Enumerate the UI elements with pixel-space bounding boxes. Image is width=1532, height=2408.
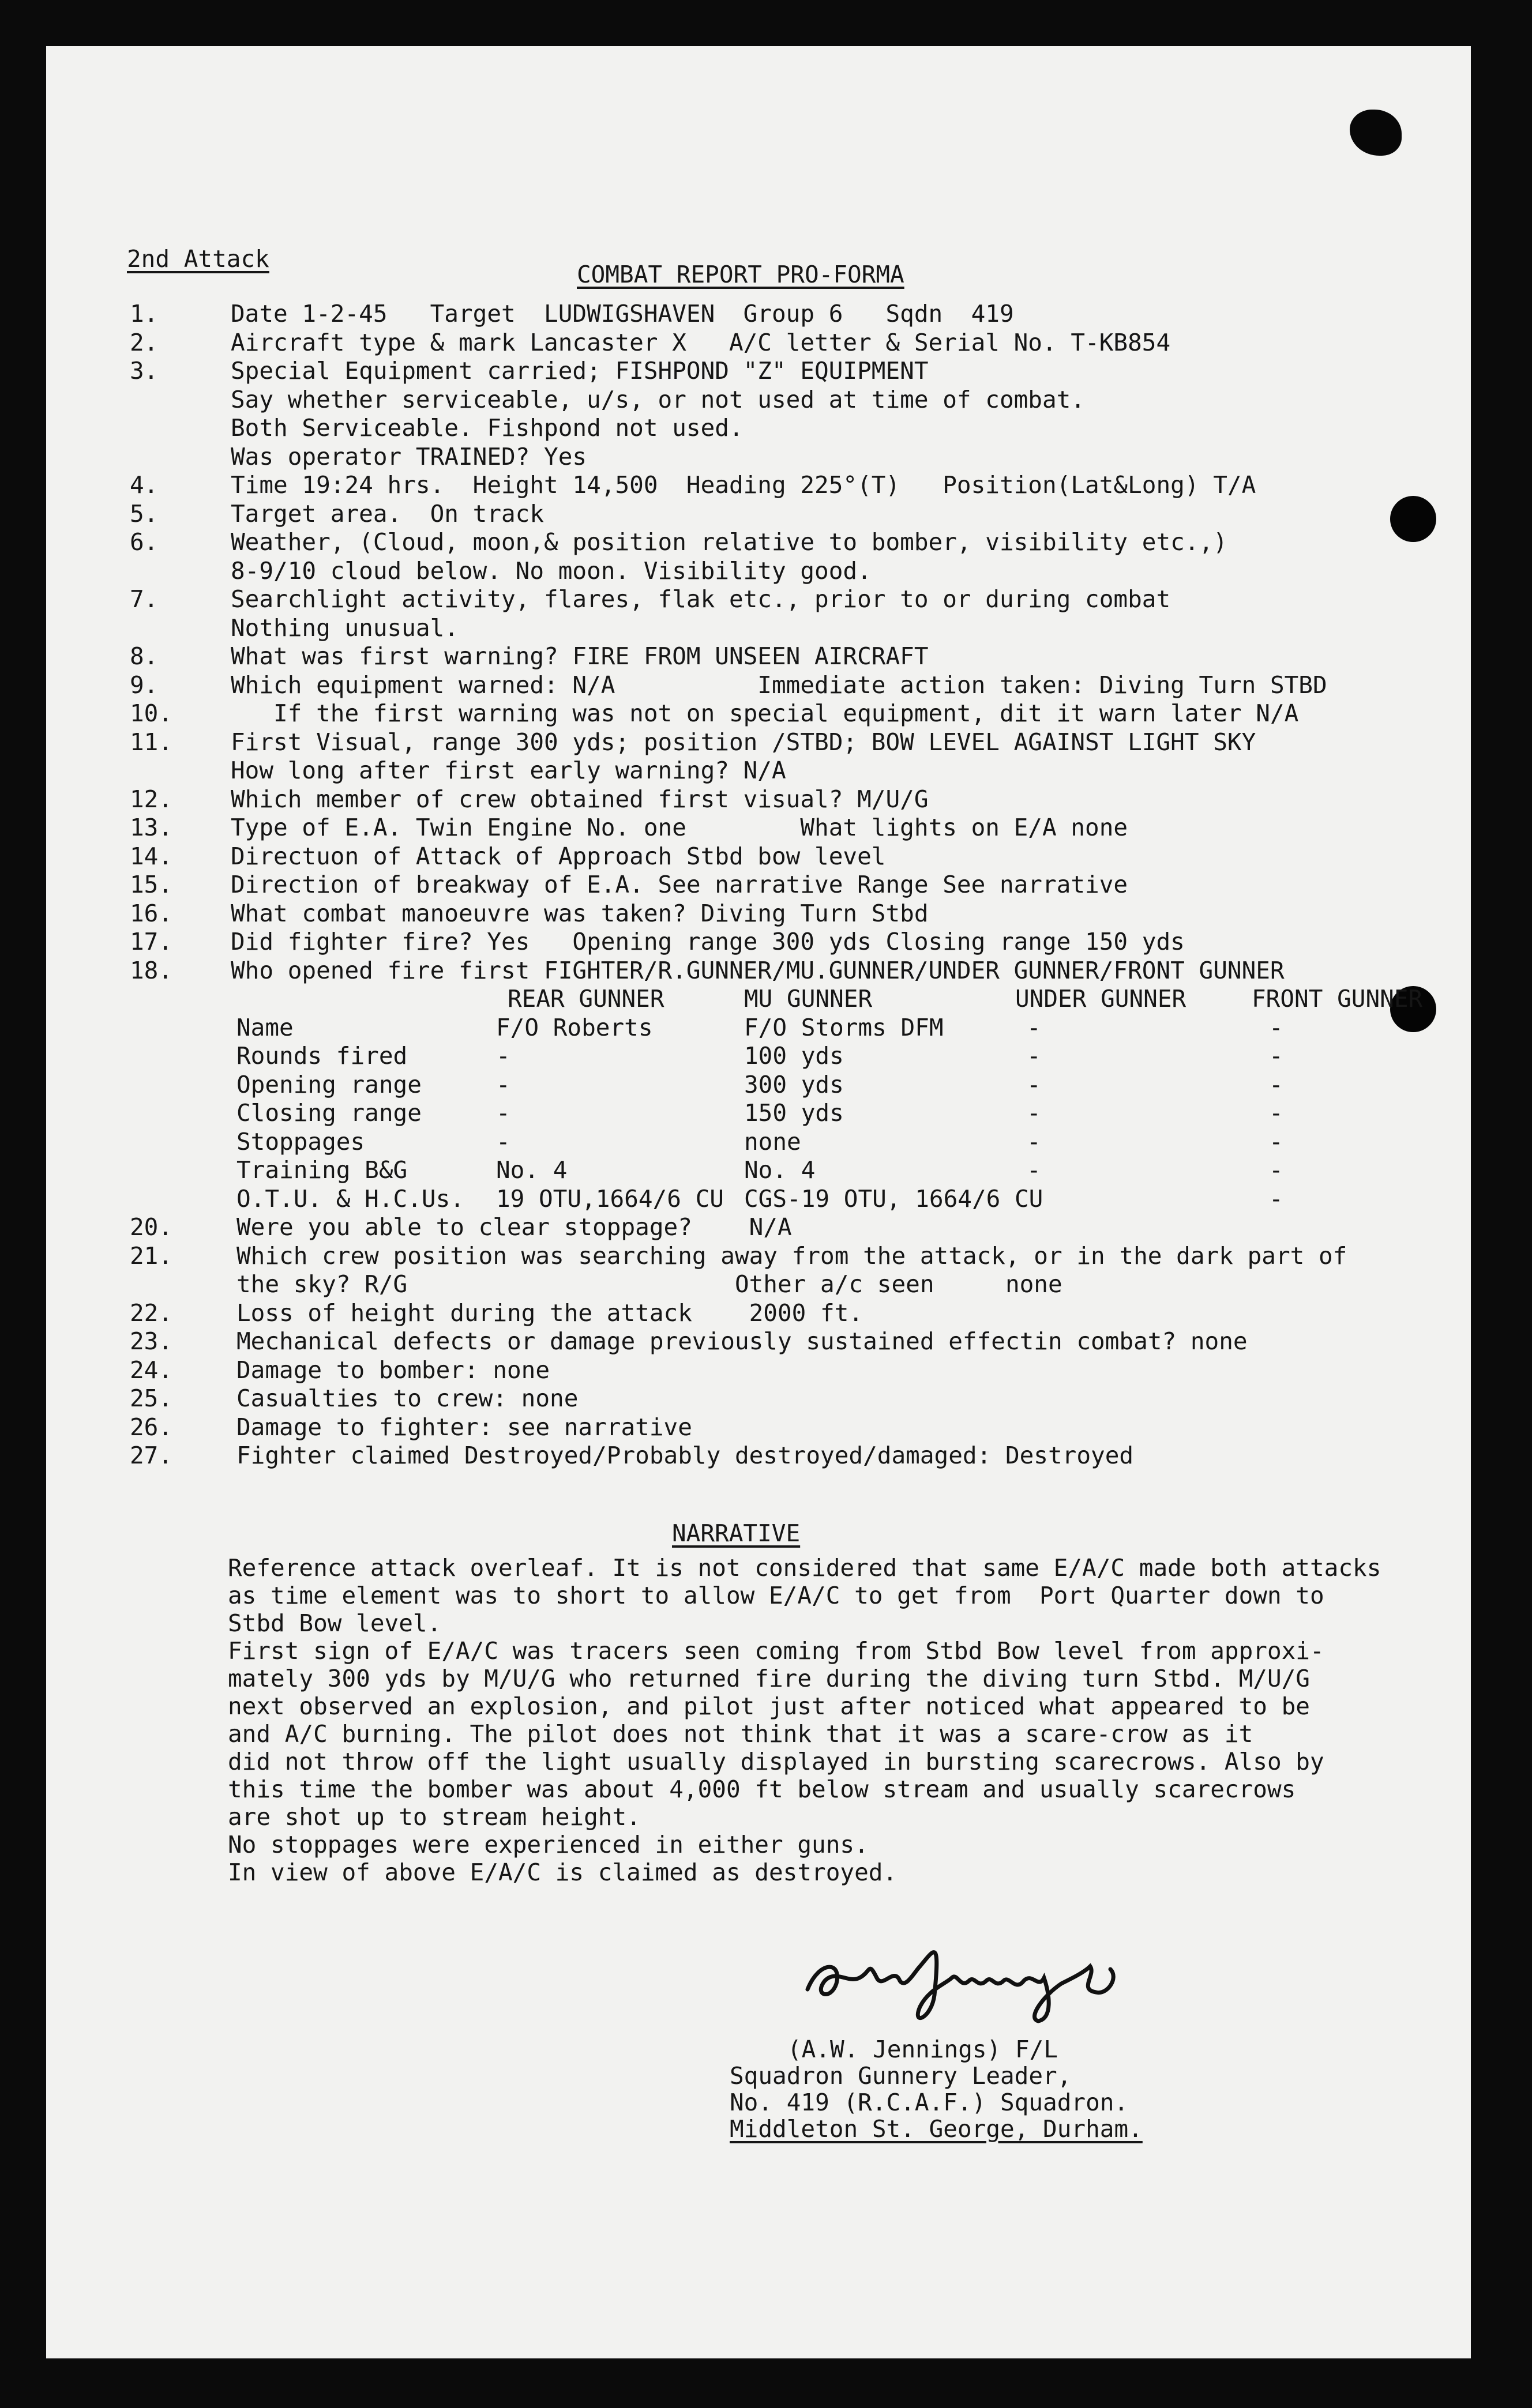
signatory-role: Squadron Gunnery Leader, — [730, 2062, 1072, 2090]
item-line: Were you able to clear stoppage? N/A — [236, 1213, 792, 1241]
narrative-line: this time the bomber was about 4,000 ft below stream and usually scarecrows — [228, 1775, 1296, 1803]
item-line: Date 1-2-45 Target LUDWIGSHAVEN Group 6 Sqdn 419 — [231, 300, 1014, 328]
item-line: the sky? R/G Other a/c seen none — [236, 1270, 1062, 1298]
narrative-line: and A/C burning. The pilot does not think that it was a scare-crow as it — [228, 1720, 1253, 1748]
gunner-row-label: O.T.U. & H.C.Us. — [236, 1184, 464, 1213]
gunner-cell: 19 OTU,1664/6 CU — [496, 1184, 724, 1213]
item-line: Which crew position was searching away from the attack, or in the dark part of — [236, 1241, 1347, 1270]
gunner-cell: - — [496, 1099, 510, 1127]
narrative-line: In view of above E/A/C is claimed as destroyed. — [228, 1858, 898, 1886]
gunner-cell: none — [744, 1127, 801, 1156]
item-number: 2. — [130, 328, 159, 356]
narrative-line: as time element was to short to allow E/A/C to get from Port Quarter down to — [228, 1582, 1324, 1609]
attack-label: 2nd Attack — [127, 245, 269, 273]
gunner-cell: - — [1269, 1013, 1283, 1041]
item-number: 16. — [130, 899, 173, 927]
item-line: Direction of breakway of E.A. See narrative Range See narrative — [231, 871, 1128, 898]
gunner-cell: - — [1269, 1099, 1283, 1127]
item-line: Which equipment warned: N/A Immediate action taken: Diving Turn STBD — [231, 671, 1327, 699]
document-page — [46, 46, 1471, 2358]
item-line: Damage to fighter: see narrative — [236, 1413, 692, 1441]
item-line: Aircraft type & mark Lancaster X A/C letter & Serial No. T-KB854 — [231, 328, 1171, 356]
gunner-row-label: Name — [236, 1013, 294, 1041]
gunner-cell: - — [1027, 1099, 1041, 1127]
item-line: Fighter claimed Destroyed/Probably destroyed/damaged: Destroyed — [236, 1442, 1134, 1469]
gunner-column-header: REAR GUNNER — [508, 985, 664, 1013]
item-line: Casualties to crew: none — [236, 1384, 579, 1412]
narrative-line: First sign of E/A/C was tracers seen coming from Stbd Bow level from approxi- — [228, 1637, 1324, 1665]
item-line: Which member of crew obtained first visual? M/U/G — [231, 785, 929, 813]
item-line: Directuon of Attack of Approach Stbd bow level — [231, 842, 886, 870]
narrative-line: did not throw off the light usually displayed in bursting scarecrows. Also by — [228, 1748, 1324, 1775]
narrative-line: No stoppages were experienced in either guns. — [228, 1831, 869, 1858]
item-number: 3. — [130, 357, 159, 385]
item-line: If the first warning was not on special equipment, dit it warn later N/A — [231, 699, 1299, 727]
item-number: 25. — [130, 1384, 173, 1412]
item-number: 27. — [130, 1442, 173, 1469]
item-number: 6. — [130, 528, 159, 556]
punch-hole — [1390, 496, 1436, 542]
gunner-cell: F/O Storms DFM — [744, 1013, 944, 1041]
signatory-name: (A.W. Jennings) F/L — [787, 2035, 1058, 2063]
gunner-row-label: Training B&G — [236, 1156, 408, 1184]
item-number: 21. — [130, 1241, 173, 1270]
gunner-cell: 100 yds — [744, 1042, 844, 1070]
gunner-column-header: FRONT GUNNER — [1252, 985, 1423, 1013]
item-line: Nothing unusual. — [231, 614, 459, 642]
item-number: 10. — [130, 699, 173, 727]
gunner-cell: 150 yds — [744, 1099, 844, 1127]
item-number: 11. — [130, 728, 173, 756]
item-number: 7. — [130, 585, 159, 613]
gunner-row-label: Stoppages — [236, 1127, 365, 1156]
narrative-heading: NARRATIVE — [672, 1519, 801, 1547]
gunner-cell: - — [496, 1042, 510, 1070]
item-number: 26. — [130, 1413, 173, 1441]
item-line: Say whether serviceable, u/s, or not used at time of combat. — [231, 385, 1086, 413]
gunner-column-header: UNDER GUNNER — [1015, 985, 1186, 1013]
item-number: 4. — [130, 471, 159, 499]
gunner-row-label: Closing range — [236, 1099, 422, 1127]
gunner-cell: 300 yds — [744, 1070, 844, 1098]
item-number: 13. — [130, 814, 173, 841]
handwritten-signature — [796, 1926, 1165, 2030]
item-number: 8. — [130, 642, 159, 670]
gunner-cell: No. 4 — [744, 1156, 816, 1184]
gunner-cell: - — [1027, 1042, 1041, 1070]
gunner-cell: - — [1027, 1013, 1041, 1041]
item-number: 24. — [130, 1356, 173, 1384]
item-number: 15. — [130, 871, 173, 898]
item-number: 14. — [130, 842, 173, 870]
item-number: 12. — [130, 785, 173, 813]
item-line: Loss of height during the attack 2000 ft. — [236, 1299, 863, 1327]
gunner-cell: - — [1269, 1042, 1283, 1070]
signatory-unit: No. 419 (R.C.A.F.) Squadron. — [730, 2089, 1129, 2116]
narrative-line: Reference attack overleaf. It is not considered that same E/A/C made both attacks — [228, 1554, 1381, 1582]
gunner-cell: - — [1269, 1070, 1283, 1098]
item-number: 1. — [130, 300, 159, 328]
item-line: Type of E.A. Twin Engine No. one What lights on E/A none — [231, 814, 1128, 841]
gunner-cell: - — [1269, 1127, 1283, 1156]
item-number: 20. — [130, 1213, 173, 1241]
signatory-location: Middleton St. George, Durham. — [730, 2115, 1143, 2143]
item-line: How long after first early warning? N/A — [231, 757, 786, 784]
item-line: Did fighter fire? Yes Opening range 300 yds Closing range 150 yds — [231, 928, 1185, 955]
gunner-cell: - — [1027, 1070, 1041, 1098]
gunner-cell: - — [496, 1070, 510, 1098]
gunner-row-label: Rounds fired — [236, 1042, 408, 1070]
item-number: 5. — [130, 499, 159, 528]
item-number: 23. — [130, 1327, 173, 1355]
item-line: Searchlight activity, flares, flak etc., prior to or during combat — [231, 585, 1171, 613]
gunner-cell: No. 4 — [496, 1156, 568, 1184]
item-line: Target area. On track — [231, 499, 545, 528]
narrative-line: next observed an explosion, and pilot just after noticed what appeared to be — [228, 1692, 1310, 1720]
ink-blot — [1350, 110, 1402, 156]
item-line: What combat manoeuvre was taken? Diving Turn Stbd — [231, 899, 929, 927]
item-number: 22. — [130, 1299, 173, 1327]
gunner-row-label: Opening range — [236, 1070, 422, 1098]
item-number: 18. — [130, 956, 173, 984]
gunner-cell: - — [1269, 1184, 1283, 1213]
item-line: First Visual, range 300 yds; position /STBD; BOW LEVEL AGAINST LIGHT SKY — [231, 728, 1256, 756]
item-number: 9. — [130, 671, 159, 699]
item-number: 17. — [130, 928, 173, 955]
item-line: Who opened fire first FIGHTER/R.GUNNER/MU.GUNNER/UNDER GUNNER/FRONT GUNNER — [231, 956, 1285, 984]
gunner-cell: F/O Roberts — [496, 1013, 653, 1041]
item-line: Weather, (Cloud, moon,& position relative to bomber, visibility etc.,) — [231, 528, 1227, 556]
gunner-cell: CGS-19 OTU, 1664/6 CU — [744, 1184, 1043, 1213]
item-line: Both Serviceable. Fishpond not used. — [231, 414, 744, 442]
gunner-cell: - — [1269, 1156, 1283, 1184]
item-line: What was first warning? FIRE FROM UNSEEN AIRCRAFT — [231, 642, 929, 670]
item-line: Special Equipment carried; FISHPOND "Z" EQUIPMENT — [231, 357, 929, 385]
gunner-cell: - — [496, 1127, 510, 1156]
gunner-cell: - — [1027, 1127, 1041, 1156]
item-line: Was operator TRAINED? Yes — [231, 442, 587, 471]
page-title: COMBAT REPORT PRO-FORMA — [577, 261, 904, 288]
narrative-line: Stbd Bow level. — [228, 1609, 442, 1637]
item-line: 8-9/10 cloud below. No moon. Visibility good. — [231, 556, 872, 585]
narrative-line: mately 300 yds by M/U/G who returned fire during the diving turn Stbd. M/U/G — [228, 1665, 1310, 1692]
gunner-column-header: MU GUNNER — [744, 985, 873, 1013]
gunner-cell: - — [1027, 1156, 1041, 1184]
narrative-line: are shot up to stream height. — [228, 1803, 641, 1831]
item-line: Time 19:24 hrs. Height 14,500 Heading 225°(T) Position(Lat&Long) T/A — [231, 471, 1256, 499]
item-line: Damage to bomber: none — [236, 1356, 550, 1384]
item-line: Mechanical defects or damage previously sustained effectin combat? none — [236, 1327, 1248, 1355]
